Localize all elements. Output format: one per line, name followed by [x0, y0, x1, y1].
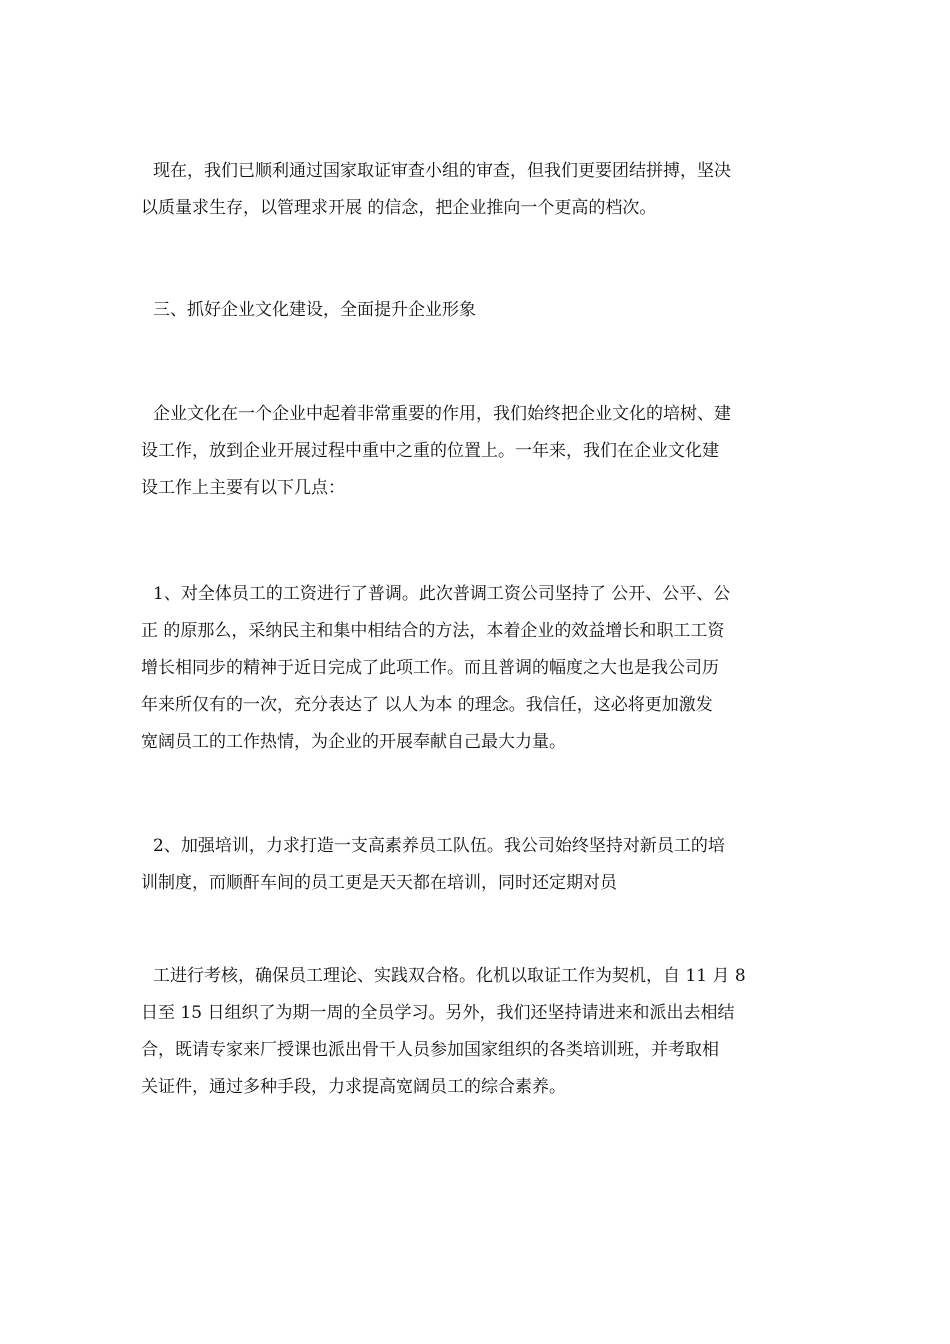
text-line: 宽阔员工的工作热情，为企业的开展奉献自己最大力量。: [141, 732, 566, 752]
paragraph-item-1-salary: [141, 576, 809, 761]
paragraph-training-continued: [141, 958, 809, 1106]
paragraph-certification-review: [141, 153, 809, 227]
text-line: 合，既请专家来厂授课也派出骨干人员参加国家组织的各类培训班，并考取相: [141, 1040, 719, 1060]
section-heading-corporate-culture: [141, 292, 809, 329]
text-line: 1、对全体员工的工资进行了普调。此次普调工资公司坚持了 公开、公平、公: [153, 584, 731, 604]
text-line: 以质量求生存，以管理求开展 的信念，把企业推向一个更高的档次。: [141, 198, 657, 218]
text-line: 2、加强培训，力求打造一支高素养员工队伍。我公司始终坚持对新员工的培: [153, 836, 725, 856]
paragraph-item-2-training: [141, 828, 809, 902]
text-line: 设工作上主要有以下几点：: [141, 478, 345, 498]
text-line: 关证件，通过多种手段，力求提高宽阔员工的综合素养。: [141, 1077, 566, 1097]
text-line: 训制度，而顺酐车间的员工更是天天都在培训，同时还定期对员: [141, 873, 617, 893]
text-line: 设工作，放到企业开展过程中重中之重的位置上。一年来，我们在企业文化建: [141, 441, 719, 461]
text-line: 现在，我们已顺利通过国家取证审查小组的审查，但我们更要团结拼搏，坚决: [153, 161, 731, 181]
text-line: 三、抓好企业文化建设，全面提升企业形象: [153, 300, 476, 320]
text-line: 增长相同步的精神于近日完成了此项工作。而且普调的幅度之大也是我公司历: [141, 658, 719, 678]
text-line: 日至 15 日组织了为期一周的全员学习。另外，我们还坚持请进来和派出去相结: [141, 1003, 735, 1023]
text-line: 年来所仅有的一次，充分表达了 以人为本 的理念。我信任，这必将更加激发: [141, 695, 713, 715]
text-line: 正 的原那么，采纳民主和集中相结合的方法，本着企业的效益增长和职工工资: [141, 621, 725, 641]
text-line: 工进行考核，确保员工理论、实践双合格。化机以取证工作为契机，自 11 月 8: [153, 966, 746, 986]
paragraph-culture-intro: [141, 396, 809, 507]
text-line: 企业文化在一个企业中起着非常重要的作用，我们始终把企业文化的培树、建: [153, 404, 731, 424]
